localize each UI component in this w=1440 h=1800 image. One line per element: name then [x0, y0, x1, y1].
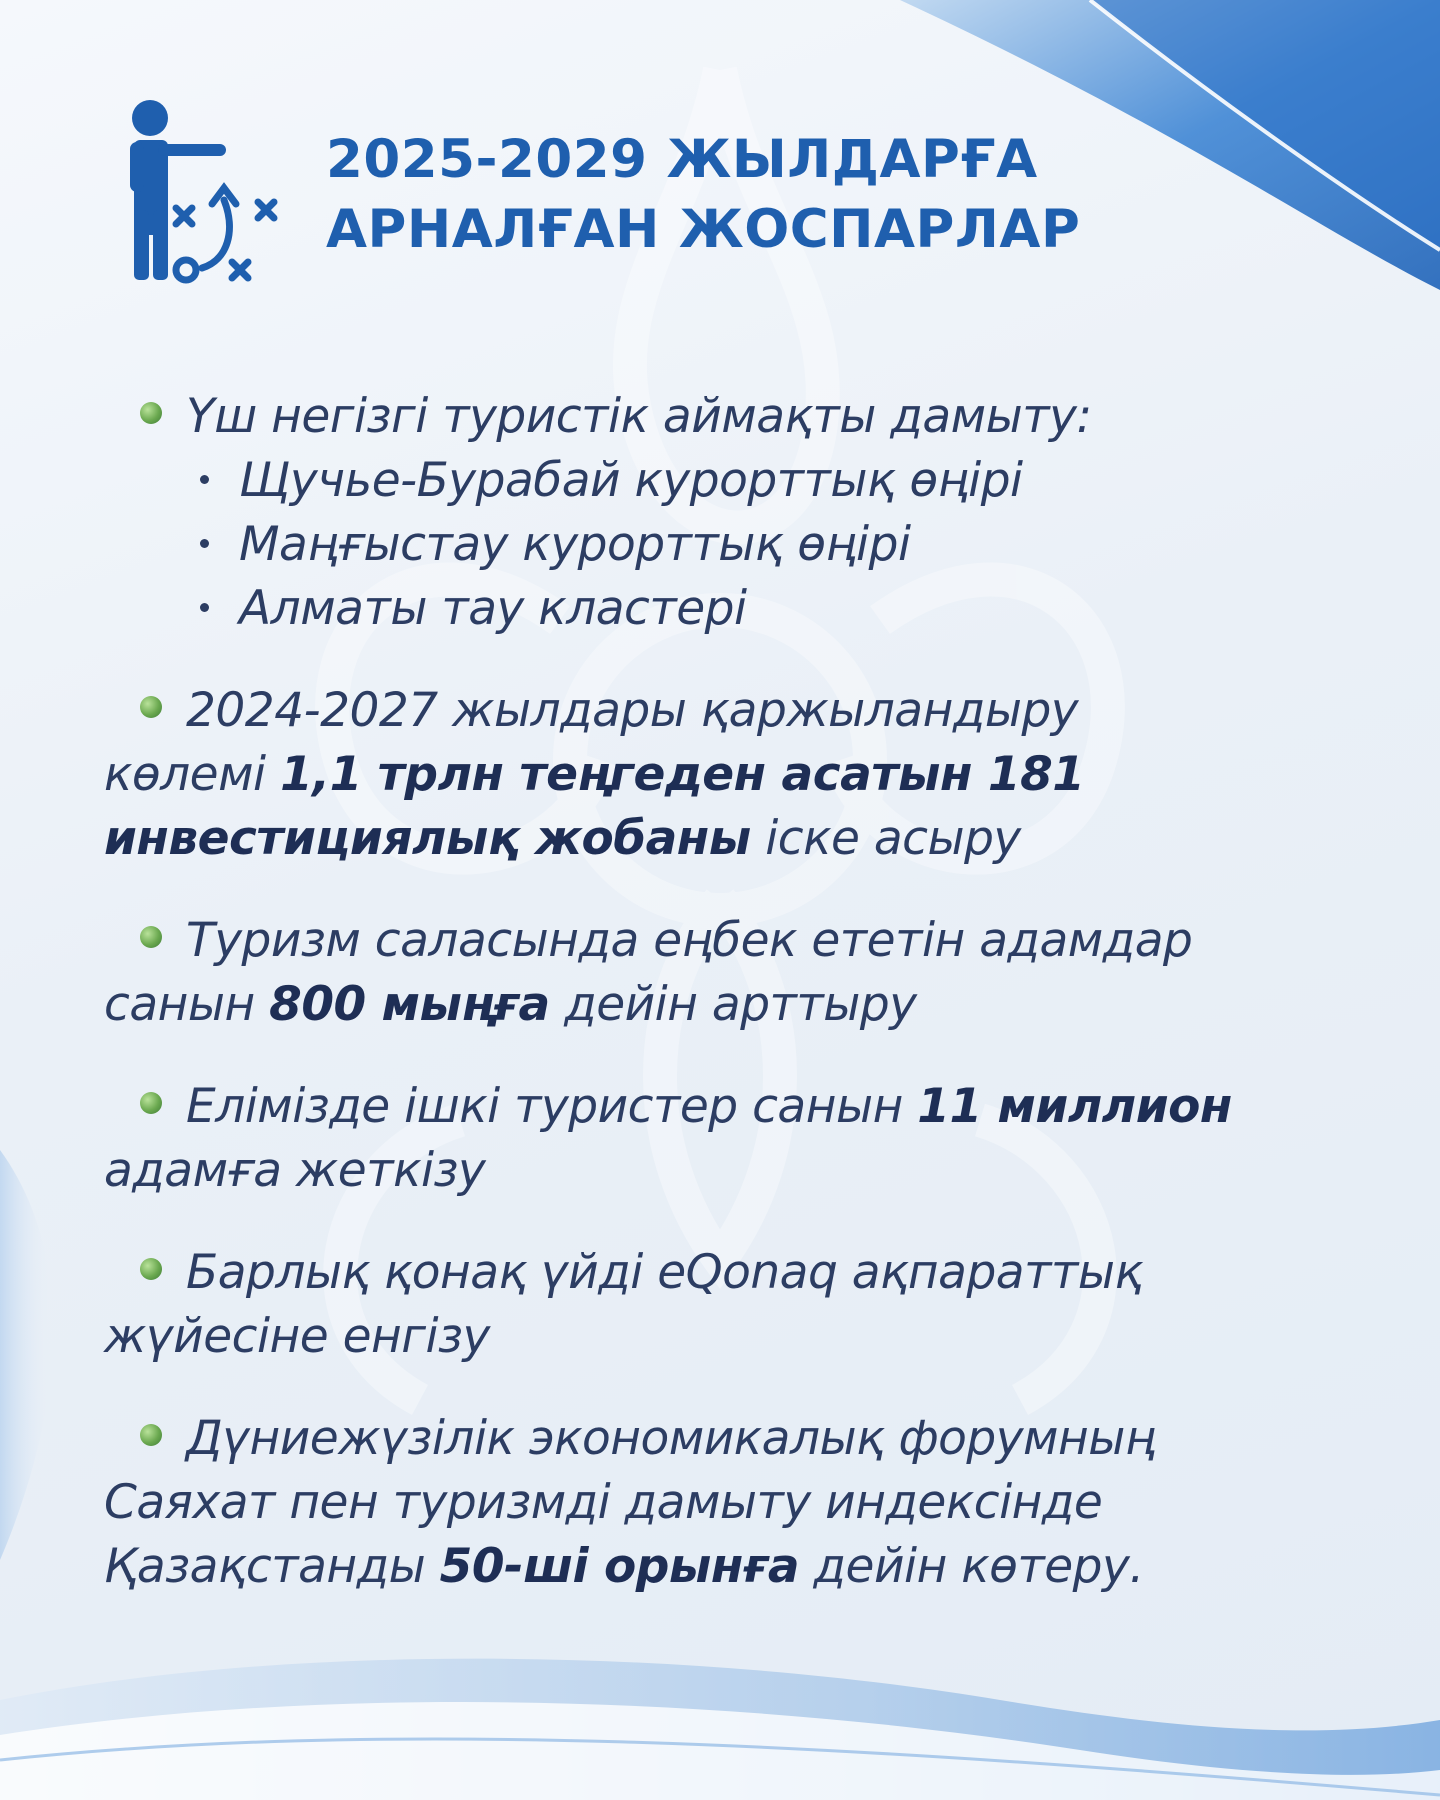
item-text: көлемі — [104, 747, 281, 802]
plan-item-domestic-tourists — [104, 1075, 1364, 1203]
item-text: Барлық қонақ үйді eQonaq ақпараттық — [186, 1245, 1143, 1300]
bullet-dot-icon — [140, 1424, 162, 1446]
sub-item-text: Маңғыстау курорттық өңірі — [239, 517, 911, 572]
item-text: санын — [104, 977, 270, 1032]
bullet-dot-icon — [140, 402, 162, 424]
item-highlight: 800 мыңға — [269, 977, 550, 1032]
bullet-dot-icon — [140, 1092, 162, 1114]
plan-list — [104, 385, 1364, 1637]
item-text: Үш негізгі туристік аймақты дамыту: — [186, 389, 1092, 444]
title-line-2: АРНАЛҒАН ЖОСПАРЛАР — [326, 199, 1081, 260]
item-text: Қазақстанды — [104, 1539, 440, 1594]
bullet-dot-icon — [140, 926, 162, 948]
page-title — [326, 125, 1080, 265]
sub-item — [104, 577, 1364, 641]
bullet-icon — [200, 475, 209, 484]
item-text: іске асыру — [750, 811, 1021, 866]
item-highlight: 11 миллион — [917, 1079, 1232, 1134]
item-text: адамға жеткізу — [104, 1143, 486, 1198]
sub-list — [104, 449, 1364, 641]
plan-item-investment — [104, 679, 1364, 871]
item-text: дейін арттыру — [549, 977, 917, 1032]
item-text: дейін көтеру. — [799, 1539, 1144, 1594]
bullet-icon — [200, 539, 209, 548]
plan-item-eqonaq — [104, 1241, 1364, 1369]
bullet-dot-icon — [140, 696, 162, 718]
plan-item-wef-index — [104, 1407, 1364, 1599]
sub-item-text: Щучье-Бурабай курорттық өңірі — [239, 453, 1023, 508]
sub-item — [104, 449, 1364, 513]
sub-item-text: Алматы тау кластері — [239, 581, 747, 636]
item-text: Туризм саласында еңбек ететін адамдар — [186, 913, 1193, 968]
item-highlight: 1,1 трлн теңгеден асатын 181 — [280, 747, 1085, 802]
title-line-1: 2025-2029 ЖЫЛДАРҒА — [326, 129, 1038, 190]
item-highlight: 50-ші орынға — [439, 1539, 800, 1594]
item-text: жүйесіне енгізу — [104, 1309, 490, 1364]
item-text: Елімізде ішкі туристер санын — [186, 1079, 918, 1134]
item-text: Саяхат пен туризмді дамыту индексінде — [104, 1475, 1103, 1530]
plan-item-employment — [104, 909, 1364, 1037]
header — [108, 100, 1080, 290]
strategy-presenter-icon — [108, 100, 298, 290]
sub-item — [104, 513, 1364, 577]
bullet-dot-icon — [140, 1258, 162, 1280]
plan-item-tourism-zones — [104, 385, 1364, 641]
item-highlight: инвестициялық жобаны — [104, 811, 751, 866]
item-text: Дүниежүзілік экономикалық форумның — [186, 1411, 1156, 1466]
bullet-icon — [200, 603, 209, 612]
item-text: 2024-2027 жылдары қаржыландыру — [186, 683, 1079, 738]
